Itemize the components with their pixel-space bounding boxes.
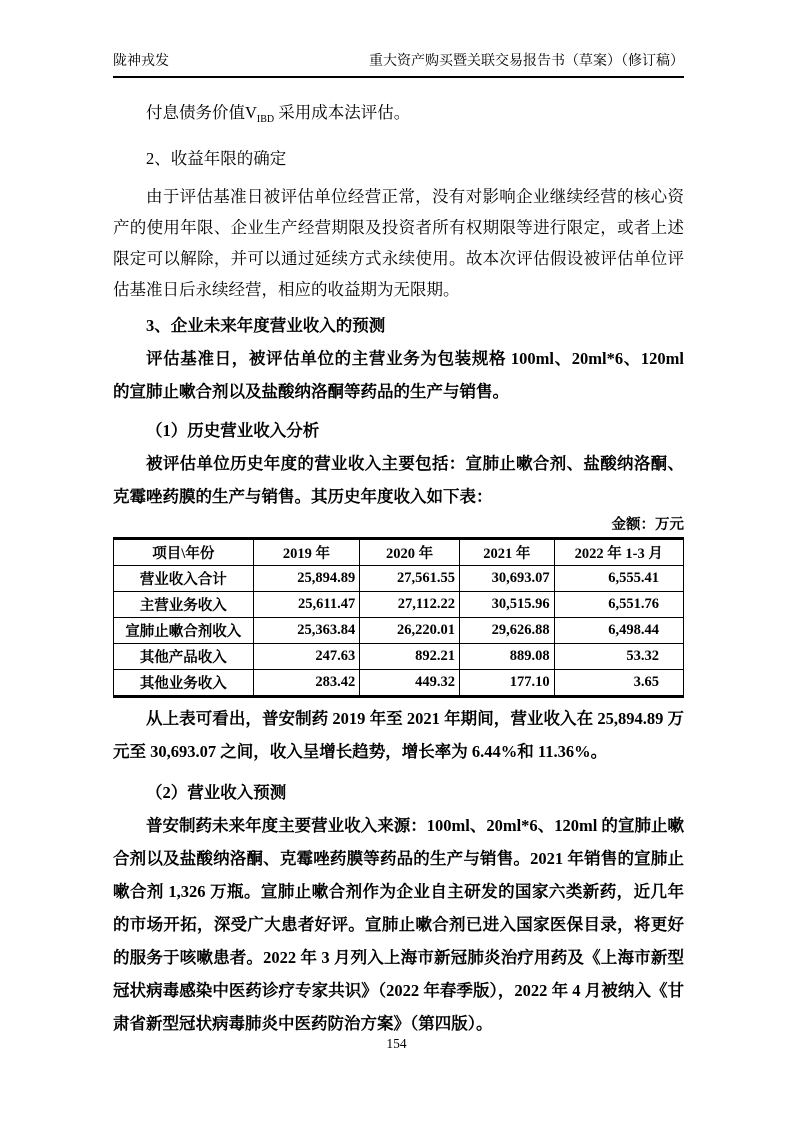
- para-history-intro: 被评估单位历史年度的营业收入主要包括：宣肺止嗽合剂、盐酸纳洛酮、克霉唑药膜的生产与销售。其历史年度收入如下表：: [113, 454, 684, 506]
- cell-value: 25,894.89: [253, 566, 360, 592]
- cell-value: 30,693.07: [459, 566, 554, 592]
- header-report-title: 重大资产购买暨关联交易报告书（草案）（修订稿）: [369, 54, 684, 69]
- cell-value: 26,220.01: [360, 618, 460, 644]
- row-label-xuanfei: 宣肺止嗽合剂收入: [114, 618, 254, 644]
- cell-value: 177.10: [459, 670, 554, 697]
- cell-value: 449.32: [360, 670, 460, 697]
- table-row: [114, 670, 684, 697]
- cell-value: 6,551.76: [554, 592, 683, 618]
- cell-value: 892.21: [360, 644, 460, 670]
- cell-value: 29,626.88: [459, 618, 554, 644]
- para-debt-value-prefix: 付息债务价值V: [146, 103, 257, 122]
- row-label-total-revenue: 营业收入合计: [114, 566, 254, 592]
- row-label-other-products: 其他产品收入: [114, 644, 254, 670]
- cell-value: 247.63: [253, 644, 360, 670]
- table-row: [114, 592, 684, 618]
- cell-value: 53.32: [554, 644, 683, 670]
- historical-revenue-table: [113, 537, 684, 698]
- row-label-other-business: 其他业务收入: [114, 670, 254, 697]
- cell-value: 6,498.44: [554, 618, 683, 644]
- cell-value: 27,112.22: [360, 592, 460, 618]
- cell-value: 889.08: [459, 644, 554, 670]
- para-future-revenue: 普安制药未来年度主要营业收入来源：100ml、20ml*6、120ml 的宣肺止嗽合剂以及盐酸纳洛酮、克霉唑药膜等药品的生产与销售。2021 年销售的宣肺止嗽合剂 1,326 万瓶。宣肺止嗽合剂作为企业自主研发的国家六类新药，近几年的市场开拓，深受广大患者好评。宣肺止嗽合剂已进入国家医保目录，将更好的服务于咳嗽患者。2022 年 3 月列入上海市新冠肺炎治疗用药及《上海市新型冠状病毒感染中医药诊疗专家共识》（2022 年春季版），2022 年 4 月被纳入《甘肃省新型冠状病毒肺炎中医药防治方案》（第四版）。: [113, 816, 684, 1033]
- para-main-business: 评估基准日，被评估单位的主营业务为包装规格 100ml、20ml*6、120ml 的宣肺止嗽合剂以及盐酸纳洛酮等药品的生产与销售。: [113, 349, 684, 401]
- table-unit-label: 金额：万元: [611, 517, 684, 533]
- heading-income-years: 2、收益年限的确定: [146, 149, 287, 168]
- col-header-2022q1: 2022 年 1-3 月: [554, 539, 683, 566]
- page-number: 154: [386, 1036, 407, 1051]
- cell-value: 25,363.84: [253, 618, 360, 644]
- table-row: [114, 618, 684, 644]
- col-header-item: 项目\年份: [114, 539, 254, 566]
- running-header: [113, 52, 684, 78]
- col-header-2020: 2020 年: [360, 539, 460, 566]
- heading-revenue-forecast: 3、企业未来年度营业收入的预测: [146, 316, 386, 335]
- cell-value: 3.65: [554, 670, 683, 697]
- cell-value: 30,515.96: [459, 592, 554, 618]
- para-debt-value-suffix: 采用成本法评估。: [274, 103, 411, 122]
- table-header-row: [114, 539, 684, 566]
- col-header-2021: 2021 年: [459, 539, 554, 566]
- heading-revenue-prediction: （2）营业收入预测: [146, 783, 287, 802]
- col-header-2019: 2019 年: [253, 539, 360, 566]
- cell-value: 283.42: [253, 670, 360, 697]
- cell-value: 27,561.55: [360, 566, 460, 592]
- table-row: [114, 644, 684, 670]
- para-income-years: 由于评估基准日被评估单位经营正常，没有对影响企业继续经营的核心资产的使用年限、企业生产经营期限及投资者所有权期限等进行限定，或者上述限定可以解除，并可以通过延续方式永续使用。故本次评估假设被评估单位评估基准日后永续经营，相应的收益期为无限期。: [113, 187, 684, 299]
- para-debt-value-subscript: IBD: [256, 114, 275, 125]
- cell-value: 25,611.47: [253, 592, 360, 618]
- cell-value: 6,555.41: [554, 566, 683, 592]
- row-label-main-business: 主营业务收入: [114, 592, 254, 618]
- table-row: [114, 566, 684, 592]
- header-company-name: 陇神戎发: [113, 54, 169, 69]
- para-table-conclusion: 从上表可看出，普安制药 2019 年至 2021 年期间，营业收入在 25,894.89 万元至 30,693.07 之间，收入呈增长趋势，增长率为 6.44%和 11.36%。: [113, 709, 684, 761]
- para-debt-value: [113, 96, 684, 136]
- heading-history-analysis: （1）历史营业收入分析: [146, 421, 320, 440]
